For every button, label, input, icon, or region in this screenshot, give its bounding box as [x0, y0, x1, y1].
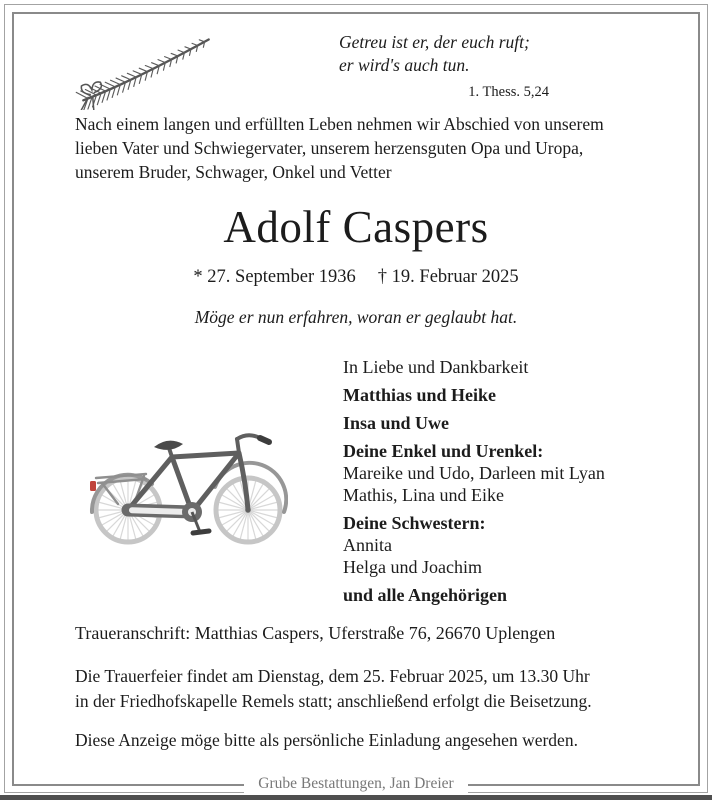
- palm-frond-icon: [70, 26, 222, 110]
- scripture-quote: [339, 31, 551, 104]
- mourners-line: und alle Angehörigen: [343, 585, 508, 605]
- intro-line-2: lieben Vater und Schwiegervater, unserem herzensguten Opa und Uropa,: [75, 138, 584, 158]
- life-dates: [0, 267, 712, 288]
- motto-line: Möge er nun erfahren, woran er geglaubt hat.: [194, 307, 518, 327]
- quote-line-1: Getreu ist er, der euch ruft;: [339, 32, 530, 52]
- mourners-line: Matthias und Heike: [343, 385, 497, 405]
- quote-attribution: 1. Thess. 5,24: [468, 84, 549, 100]
- service-line-2: in der Friedhofskapelle Remels statt; anschließend erfolgt die Beisetzung.: [75, 690, 592, 711]
- mourners-line: In Liebe und Dankbarkeit: [343, 357, 529, 377]
- mourners-line: Mathis, Lina und Eike: [343, 485, 504, 505]
- deceased-name: Adolf Caspers: [223, 202, 489, 252]
- quote-line-2: er wird's auch tun.: [339, 55, 470, 75]
- funeral-home-name: Grube Bestattungen, Jan Dreier: [244, 775, 467, 793]
- mourners-line: Deine Schwestern:: [343, 513, 486, 533]
- service-info: [75, 664, 665, 713]
- mourners-line: Deine Enkel und Urenkel:: [343, 441, 544, 461]
- mourners-line: Helga und Joachim: [343, 557, 482, 577]
- mourners-line: Mareike und Udo, Darleen mit Lyan: [343, 463, 605, 483]
- intro-paragraph: [75, 112, 660, 184]
- intro-line-1: Nach einem langen und erfüllten Leben nehmen wir Abschied von unserem: [75, 114, 604, 134]
- service-line-1: Die Trauerfeier findet am Dienstag, dem 25. Februar 2025, um 13.30 Uhr: [75, 666, 590, 686]
- bottom-separator-bar: [0, 795, 712, 800]
- mourning-address: Traueranschrift: Matthias Caspers, Uferstraße 76, 26670 Uplengen: [75, 623, 556, 643]
- bicycle-icon: [88, 426, 288, 550]
- death-date: † 19. Februar 2025: [377, 267, 519, 287]
- birth-date: * 27. September 1936: [193, 267, 356, 287]
- footer: [0, 775, 712, 793]
- mourners-line: Annita: [343, 535, 392, 555]
- invitation-notice: Diese Anzeige möge bitte als persönliche Einladung angesehen werden.: [75, 730, 578, 750]
- intro-line-3: unserem Bruder, Schwager, Onkel und Vetter: [75, 162, 392, 182]
- mourners-line: Insa und Uwe: [343, 413, 450, 433]
- mourners-list: [343, 356, 658, 606]
